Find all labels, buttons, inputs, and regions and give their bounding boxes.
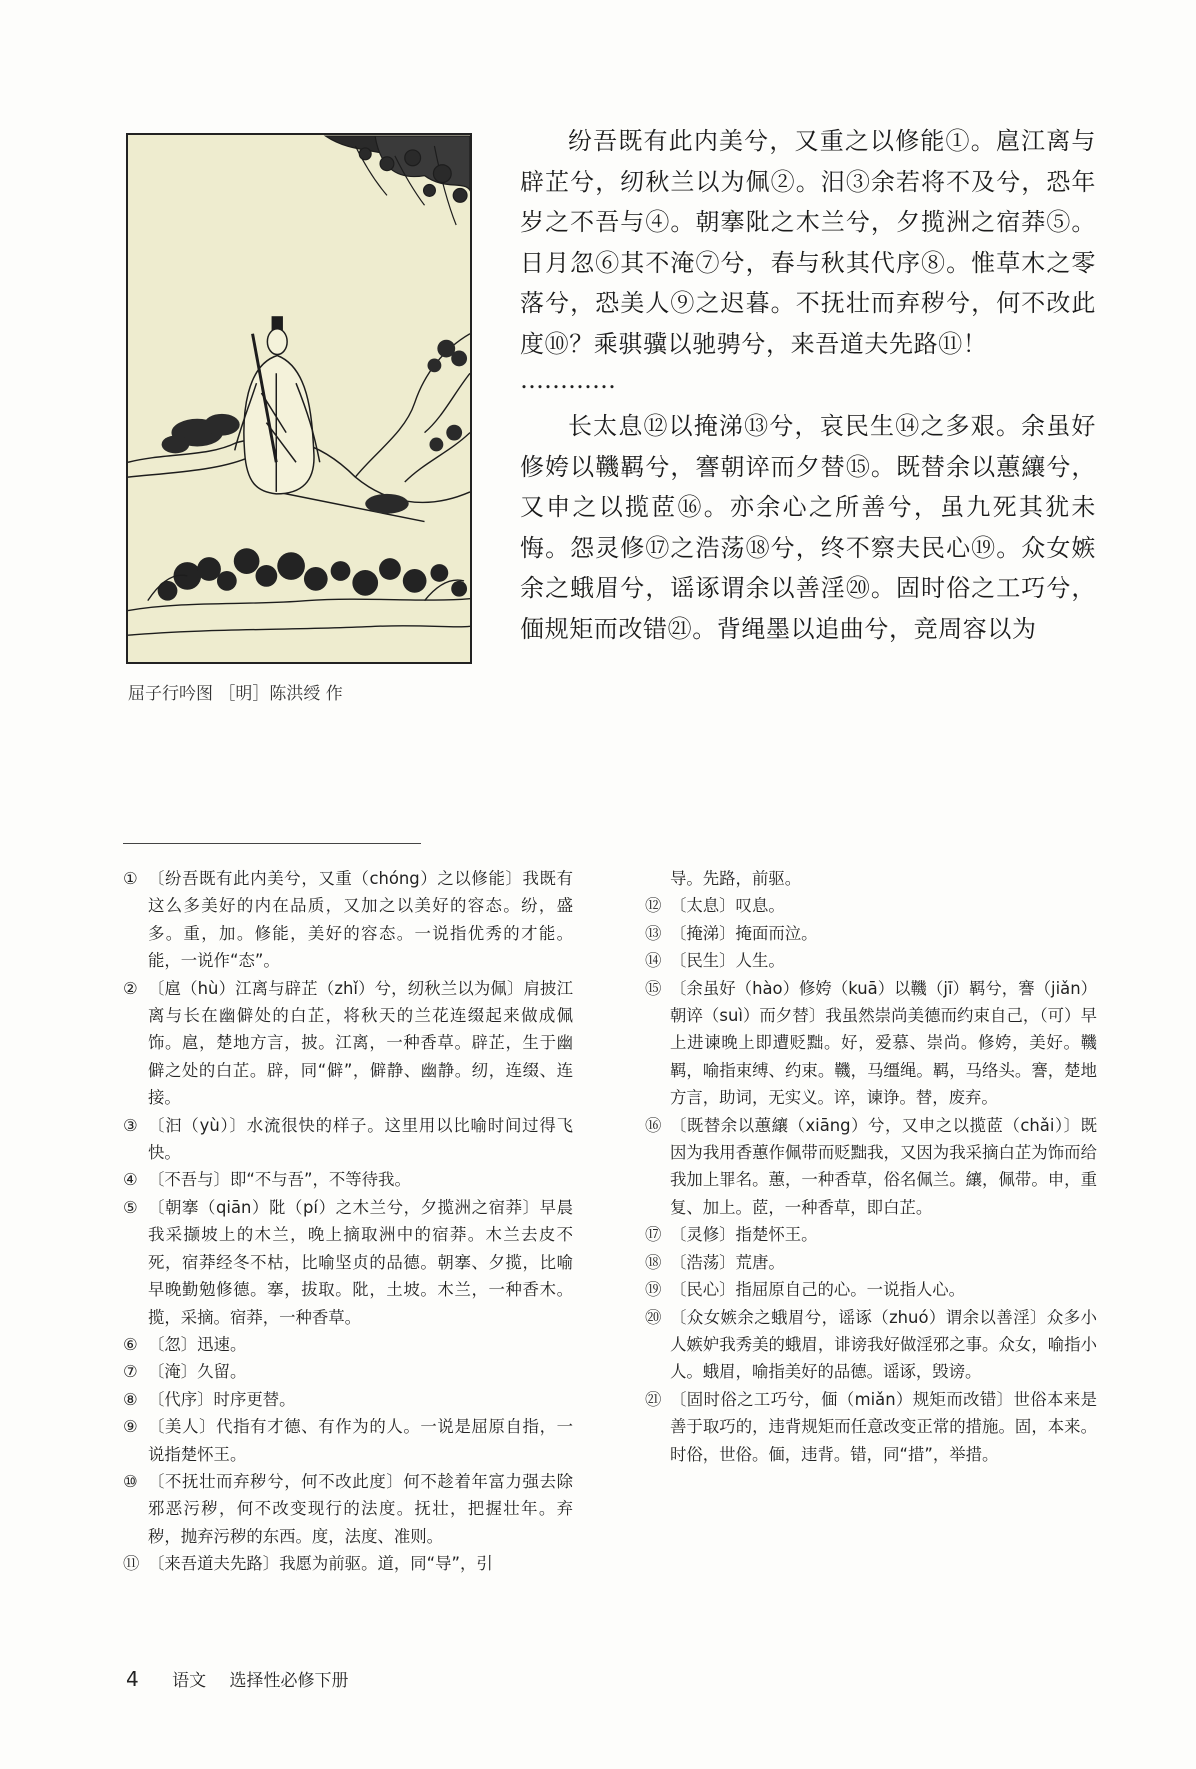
- page-footer: [126, 1666, 349, 1691]
- ink-painting-image: [128, 135, 470, 662]
- footnote: ⑲ 〔民心〕指屈原自己的心。一说指人心。: [645, 1280, 966, 1300]
- subject-title: 语文: [172, 1671, 207, 1691]
- footnote: ⑱ 〔浩荡〕荒唐。: [645, 1252, 785, 1272]
- footnotes-right-column: [645, 865, 1097, 1468]
- footnote: ⑫ 〔太息〕叹息。: [645, 896, 785, 916]
- poem-paragraph-1: 纷吾既有此内美兮，又重之以修能①。扈江离与辟芷兮，纫秋兰以为佩②。汨③余若将不及兮，恐年岁之不吾与④。朝搴阰之木兰兮，夕揽洲之宿莽⑤。日月忽⑥其不淹⑦兮，春与秋其代序⑧。惟草木之零落兮，恐美人⑨之迟暮。不抚壮而弃秽兮，何不改此度⑩？乘骐骥以驰骋兮，来吾道夫先路⑪！: [520, 127, 1096, 358]
- footnote: ⑤ 〔朝搴（qiān）阰（pí）之木兰兮，夕揽洲之宿莽〕早晨我采撷坡上的木兰，晚上摘取洲中的宿莽。木兰去皮不死，宿莽经冬不枯，比喻坚贞的品德。朝搴、夕揽，比喻早晚勤勉修德。搴，拔取。阰，土坡。木兰，一种香木。揽，采摘。宿莽，一种香草。: [123, 1197, 573, 1327]
- footnote: ⑧ 〔代序〕时序更替。: [123, 1389, 296, 1409]
- footnote: ㉑ 〔固时俗之工巧兮，偭（miǎn）规矩而改错〕世俗本来是善于取巧的，违背规矩而任意改变正常的措施。固，本来。时俗，世俗。偭，违背。错，同“措”，举措。: [645, 1389, 1097, 1464]
- page-number: 4: [126, 1667, 139, 1691]
- footnote: ① 〔纷吾既有此内美兮，又重（chóng）之以修能〕我既有这么多美好的内在品质，又加之以美好的容态。纷，盛多。重，加。修能，美好的容态。一说指优秀的才能。能，一说作“态”。: [123, 869, 573, 971]
- footnote: ③ 〔汩（yù）〕水流很快的样子。这里用以比喻时间过得飞快。: [123, 1115, 573, 1163]
- footnote: ⑳ 〔众女嫉余之蛾眉兮，谣诼（zhuó）谓余以善淫〕众多小人嫉妒我秀美的蛾眉，诽谤我好做淫邪之事。众女，喻指小人。蛾眉，喻指美好的品德。谣诼，毁谤。: [645, 1307, 1097, 1382]
- poem-paragraph-2: 长太息⑫以掩涕⑬兮，哀民生⑭之多艰。余虽好修姱以鞿羁兮，謇朝谇而夕替⑮。既替余以蕙纕兮，又申之以揽茝⑯。亦余心之所善兮，虽九死其犹未悔。怨灵修⑰之浩荡⑱兮，终不察夫民心⑲。众女嫉余之蛾眉兮，谣诼谓余以善淫⑳。固时俗之工巧兮，偭规矩而改错㉑。背绳墨以追曲兮，竞周容以为: [520, 412, 1096, 643]
- footnote: ⑩ 〔不抚壮而弃秽兮，何不改此度〕何不趁着年富力强去除邪恶污秽，何不改变现行的法度。抚壮，把握壮年。弃秽，抛弃污秽的东西。度，法度、准则。: [123, 1471, 573, 1546]
- footnote: ⑰ 〔灵修〕指楚怀王。: [645, 1225, 818, 1245]
- footnote-continuation: 导。先路，前驱。: [670, 869, 802, 888]
- footnote: ⑮ 〔余虽好（hào）修姱（kuā）以鞿（jī）羁兮，謇（jiǎn）朝谇（suì）而夕替〕我虽然崇尚美德而约束自己，（可）早上进谏晚上即遭贬黜。好，爱慕、崇尚。修姱，美好。鞿羁，喻指束缚、约束。鞿，马缰绳。羁，马络头。謇，楚地方言，助词，无实义。谇，谏诤。替，废弃。: [645, 978, 1097, 1108]
- footnote: ⑪ 〔来吾道夫先路〕我愿为前驱。道，同“导”，引: [123, 1554, 493, 1574]
- footnote: ⑬ 〔掩涕〕掩面而泣。: [645, 923, 818, 943]
- footnote: ⑨ 〔美人〕代指有才德、有作为的人。一说是屈原自指，一说指楚怀王。: [123, 1417, 573, 1464]
- footnote: ④ 〔不吾与〕即“不与吾”，不等待我。: [123, 1170, 411, 1190]
- footnote: ⑭ 〔民生〕人生。: [645, 951, 785, 971]
- footnotes-left-column: [123, 865, 573, 1578]
- footnote: ⑯ 〔既替余以蕙纕（xiāng）兮，又申之以揽茝（chǎi）〕既因为我用香蕙作佩带而贬黜我，又因为我采摘白芷为饰而给我加上罪名。蕙，一种香草，俗名佩兰。纕，佩带。申，重复、加上。茝，一种香草，即白芷。: [645, 1115, 1097, 1217]
- footnote-divider: [123, 843, 421, 844]
- footnote: ⑥ 〔忽〕迅速。: [123, 1334, 247, 1354]
- poem-text: [520, 121, 1096, 649]
- footnote: ⑦ 〔淹〕久留。: [123, 1362, 247, 1382]
- illustration-qu-yuan: [126, 133, 472, 664]
- figure-caption: 屈子行吟图 ［明］陈洪绶 作: [128, 684, 343, 704]
- volume-title: 选择性必修下册: [229, 1671, 349, 1691]
- footnote: ② 〔扈（hù）江离与辟芷（zhǐ）兮，纫秋兰以为佩〕肩披江离与长在幽僻处的白芷，将秋天的兰花连缀起来做成佩饰。扈，楚地方言，披。江离，一种香草。辟芷，生于幽僻之处的白芷。辟，同“僻”，僻静、幽静。纫，连缀、连接。: [123, 978, 573, 1108]
- poem-ellipsis: …………: [520, 366, 616, 394]
